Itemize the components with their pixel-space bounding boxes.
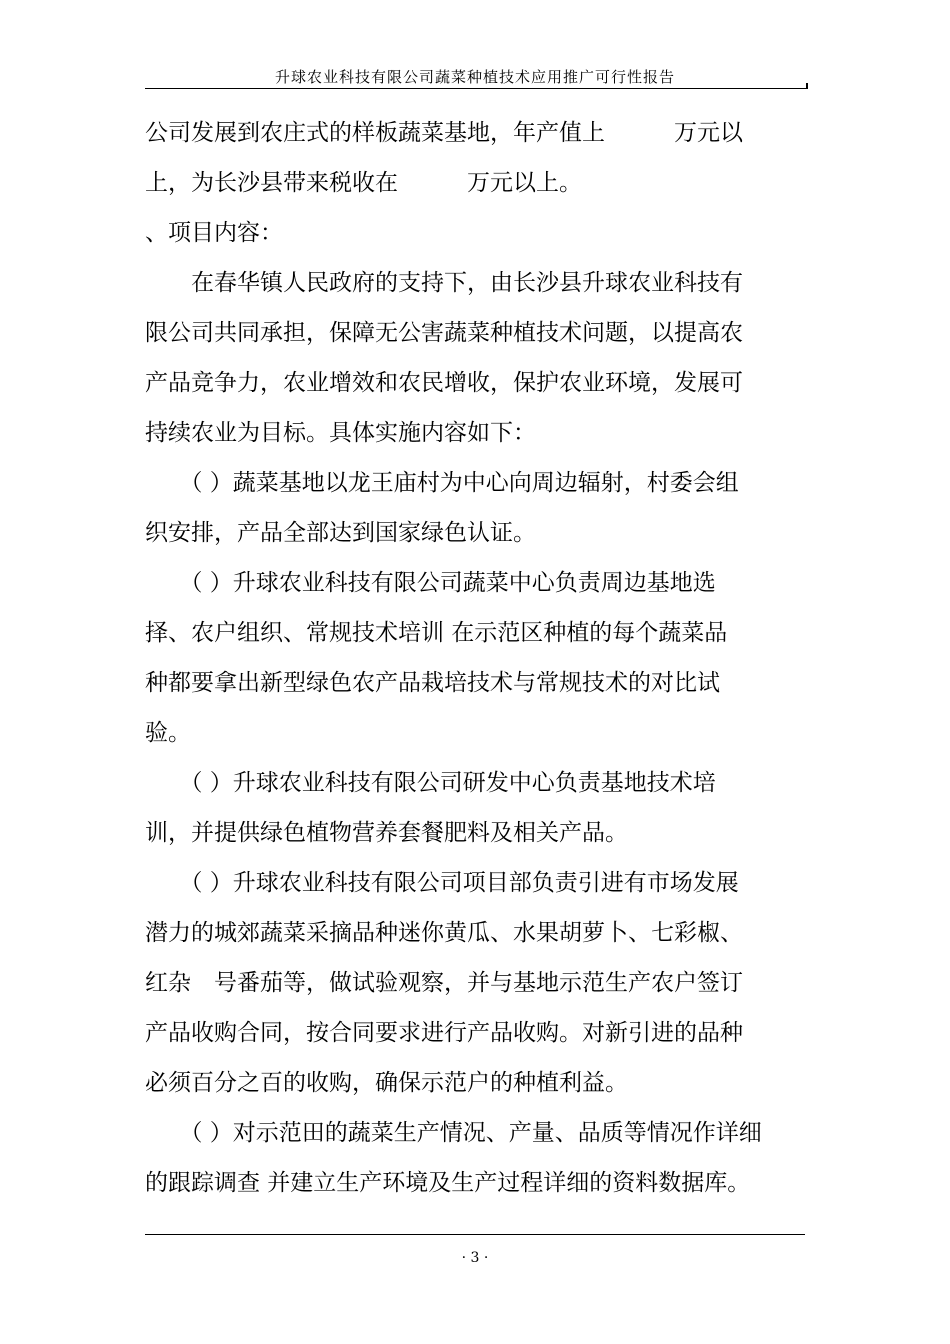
list-item-line: 产品收购合同，按合同要求进行产品收购。对新引进的品种	[145, 1020, 743, 1046]
list-item-line: 织安排，产品全部达到国家绿色认证。	[145, 520, 536, 546]
list-item-line: 红杂 号番茄等，做试验观察，并与基地示范生产农户签订	[145, 970, 743, 996]
list-item-line: 种都要拿出新型绿色农产品栽培技术与常规技术的对比试	[145, 670, 720, 696]
list-item-line: （ ）升球农业科技有限公司研发中心负责基地技术培	[145, 770, 716, 796]
list-item-line: （ ）升球农业科技有限公司蔬菜中心负责周边基地选	[145, 570, 716, 596]
list-item-line: 必须百分之百的收购，确保示范户的种植利益。	[145, 1070, 628, 1096]
list-item-line: （ ）升球农业科技有限公司项目部负责引进有市场发展	[145, 870, 739, 896]
list-item-line: 潜力的城郊蔬菜采摘品种迷你黄瓜、水果胡萝卜、七彩椒、	[145, 920, 743, 946]
list-item-line: （ ）蔬菜基地以龙王庙村为中心向周边辐射，村委会组	[145, 470, 739, 496]
list-item-line: 的跟踪调查 并建立生产环境及生产过程详细的资料数据库。	[145, 1170, 751, 1196]
header-divider-tick	[806, 83, 808, 89]
footer-divider	[145, 1234, 805, 1235]
header-divider	[145, 88, 808, 89]
body-line: 产品竞争力，农业增效和农民增收，保护农业环境，发展可	[145, 370, 743, 396]
body-line: 公司发展到农庄式的样板蔬菜基地，年产值上 万元以	[145, 120, 743, 146]
body-line: 持续农业为目标。具体实施内容如下：	[145, 420, 536, 446]
body-line: 在春华镇人民政府的支持下，由长沙县升球农业科技有	[145, 270, 743, 296]
list-item-line: 验。	[145, 720, 191, 746]
list-item-line: 择、农户组织、常规技术培训 在示范区种植的每个蔬菜品	[145, 620, 728, 646]
body-line: 上，为长沙县带来税收在 万元以上。	[145, 170, 582, 196]
body-line: 限公司共同承担，保障无公害蔬菜种植技术问题，以提高农	[145, 320, 743, 346]
section-heading: 、项目内容：	[145, 220, 283, 246]
list-item-line: （ ）对示范田的蔬菜生产情况、产量、品质等情况作详细	[145, 1120, 762, 1146]
running-header: 升球农业科技有限公司蔬菜种植技术应用推广可行性报告	[274, 68, 675, 86]
page-number: · 3 ·	[461, 1250, 489, 1266]
document-body	[145, 108, 813, 1208]
list-item-line: 训，并提供绿色植物营养套餐肥料及相关产品。	[145, 820, 628, 846]
